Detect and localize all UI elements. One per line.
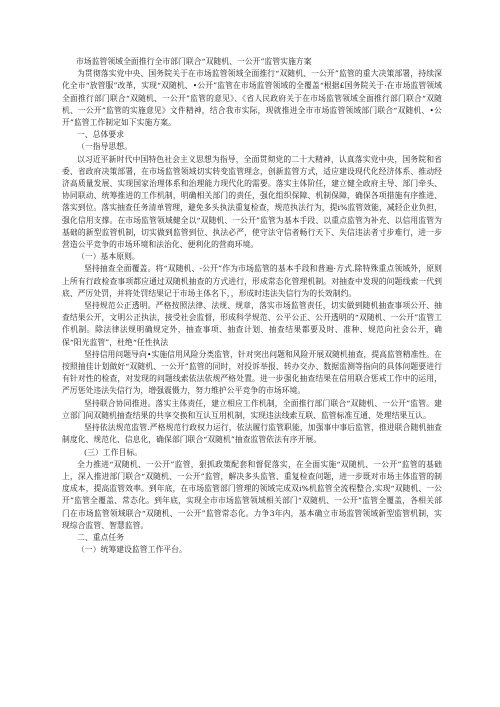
principle-full-coverage: 坚持抽查全面覆盖。将“双随机、-公开”作为市场监管的基本手段和普遍·方式.除特殊重点领域外，原则上所有行政检查事项都应通过双随机抽查的方式进行，形成常态化管理机制。对抽查中发现的问题线索一代到底、严厉处罚，并将处罚结果记于市场主体名下，，形成时违法失信行为的长效制约。 xyxy=(62,264,442,298)
guiding-ideology-paragraph: 以习近平新时代中国特色社会主义思想为指导，全面贯彻党的二十大精神，认真落实党中央，国务院和省委、省政府决策部署，在市场监管领域切实转变监管理念，创新监管方式，适应建设现代化经济体系、推动经济高质量发展、实现国家治理体系和治理能力现代化的需要。落实主体阶任，建立健全政府主导、部门牵头、协同联动、统筹推进的工作机制，明确相关部门的责任，强化组织保障、机制保障，确保各项措施有序推进、落实到位。落实抽查任务清单管理，避免多头执法重复检查，规范执法行为，提i%监管效能，减轻企业负担，强化信用支撑。在市场监管领域健全以“双随机、一公开”监管为基本手段、以重点监管为补充、以信用监管为基础的新型监管机制，切实做到监管到位、执法必严，使守法守信者畅行天下、失信违法者寸步难行，进一步营造公平竞争的市场环境和法治化、便利化的营商环境。 xyxy=(62,154,442,250)
subheading-basic-principles: （一）基本原则。 xyxy=(77,252,140,262)
section-heading-key-tasks: 二、重点任务 xyxy=(77,532,125,542)
principle-credit-orientation: 坚持信用问题导向•实施信用风险分类监管，针对突出问题和风险开展双随机抽查，提高监管精准性。在按照抽佳计划做好“双随机、一公开”监管的同时，对投诉举报、转办交办、数据监测等指向的具体问题要进行有针对性的检查，对发现的问题线索依法依规严格处置。进一步强化抽查结果在信用联合惩戒工作中的运用，严厉惩处违法失信行为，增强震慑力，努力维护公平竞争的市场环境。 xyxy=(62,349,442,396)
subheading-platform-construction: （一）统筹建设监管工作平台。 xyxy=(77,545,187,555)
subheading-work-goals: (三）工作目标。 xyxy=(84,447,143,457)
document-title: 市场监管领域全面推行全市部门联合“双随机、一公开”监管实施方案 xyxy=(76,57,312,66)
principle-transparency: 坚持规范公正透明。严格按照法律、法规、规章，落实市场监管责任，切实做到随机抽查事项公开、抽查结果公开，文明公正执法，接受社会监督，形成科学规范、公平公正、公开透明的“双随机、一公开”监管工作机制。除法律法规明确规定外，抽查事项、抽查计划、抽查结果都要及时、准种、规范向社会公开，确保“阳光监管”，杜绝“任性执法 xyxy=(62,301,442,347)
principle-lawful-regulation: 坚持依法规范监管.严格规范行政权力运行，依法履行监管职能，加强事中事后监管，推进联合随机抽查制度化、规范化、信息化，确保部门联合“双随机”抽查监管依法有序开展。 xyxy=(62,423,442,445)
work-goals-paragraph: 全力推进“双随机、一公开”监管，狠抓政策配套和督促落实，在全面实施“双随机、一公开”监管的基础上，深入推进部门联合“双随机、一公开”监管，解决多头监管、重复检查问题，进一步既对市场主体监管的制度成本，提高监管效率。到年底，在市场监管部门管理的领域完成双i%机监管全流程整合,实现“双随机、一公开”监管全覆盖、常态化。到年底，实现全市市场监管领域相关部门“双随机、一公开”监管全覆盖，各相关部门在市场监管领域联合“双随机、一公开”监管常态化。力争3年内，基本确立市场监管领域新型监管机制，实现综合监管、智慧监管。 xyxy=(62,459,442,530)
intro-paragraph: 为贯彻落实党中央、国务院关于在市场监管领域全面推行“双随机、一公开”监管的重大决策部署，持续深化全市“放管服”改革，实现“双随机、•公开”监管在市场监管领域的全覆盖“根据£国务院关于·在市场监管领域全面推行部门联合“双随机、一公开”监管的意见》、《省人民政府关于在市场监管领域全面推行部门联合“双随机、一公开”监管的实施意见》文件精神，结合我市实际，现就推进全市市场监管领域部门联合“双随机、•公开”监管工作制定如下实施方案。 xyxy=(62,69,442,128)
section-heading-general-requirements: 一、总体要求 xyxy=(77,130,125,140)
principle-coordination: 坚持联合协同推进。落实主体责任，建立相应工作机制，全面推行部门联合“双随机、一公开”监管。建立部门间双随机抽查结果的共享交换和互认互用机制，实现违法线索互联、监管标准互通、处理结果互认。 xyxy=(62,398,442,420)
document-body xyxy=(62,56,442,556)
subheading-guiding-ideology: （一指导思想。 xyxy=(77,142,132,152)
